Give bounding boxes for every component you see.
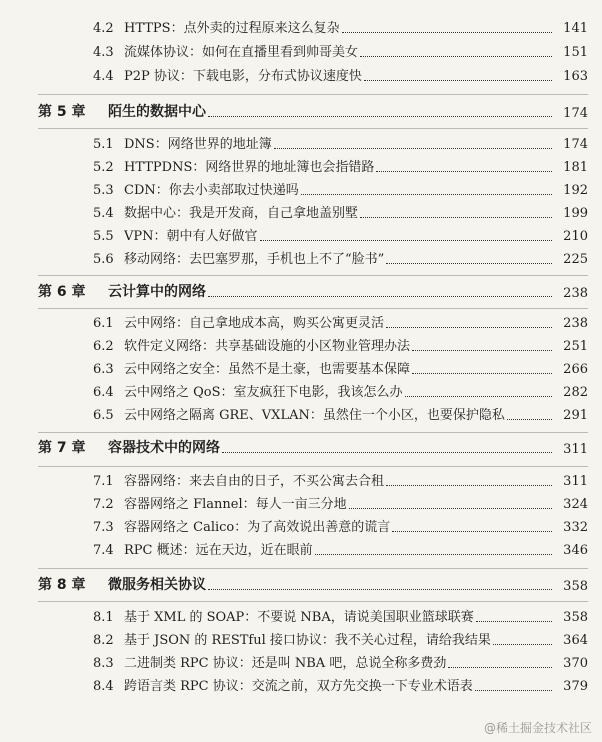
section-title: 软件定义网络：共享基础设施的小区物业管理办法 xyxy=(124,339,411,354)
page-number: 311 xyxy=(563,442,588,457)
toc-entry xyxy=(0,180,602,202)
section-number: 8.2 xyxy=(93,633,114,648)
section-title: 跨语言类 RPC 协议：交流之前，双方先交换一下专业术语表 xyxy=(124,679,473,694)
section-number: 5.5 xyxy=(93,229,114,244)
toc-entry xyxy=(0,359,602,381)
page-number: 163 xyxy=(563,69,588,84)
chapter-heading xyxy=(0,100,602,124)
section-number: 7.4 xyxy=(93,543,114,558)
divider xyxy=(38,275,588,276)
page-number: 251 xyxy=(563,339,588,354)
section-number: 6.3 xyxy=(93,362,114,377)
section-number: 5.3 xyxy=(93,183,114,198)
page-number: 151 xyxy=(563,45,588,60)
chapter-label: 第 6 章 xyxy=(38,284,86,300)
page-number: 358 xyxy=(563,579,588,594)
section-number: 7.3 xyxy=(93,520,114,535)
leader-dots xyxy=(315,553,552,555)
section-title: 云中网络：自己拿地成本高，购买公寓更灵活 xyxy=(124,316,385,331)
section-title: CDN：你去小卖部取过快递吗 xyxy=(124,183,299,198)
section-number: 6.1 xyxy=(93,316,114,331)
divider xyxy=(38,128,588,129)
leader-dots xyxy=(222,452,552,453)
leader-dots xyxy=(376,170,552,172)
divider xyxy=(38,308,588,309)
leader-dots xyxy=(342,31,552,33)
divider xyxy=(38,601,588,602)
section-title: 二进制类 RPC 协议：还是叫 NBA 吧，总说全称多费劲 xyxy=(124,656,447,671)
section-title: 数据中心：我是开发商，自己拿地盖别墅 xyxy=(124,206,359,221)
divider xyxy=(38,466,588,467)
divider xyxy=(38,568,588,569)
toc-entry xyxy=(0,607,602,629)
page-number: 370 xyxy=(563,656,588,671)
section-number: 5.6 xyxy=(93,252,114,267)
page-number: 282 xyxy=(563,385,588,400)
toc-entry xyxy=(0,66,602,88)
section-number: 7.1 xyxy=(93,474,114,489)
page-number: 225 xyxy=(563,252,588,267)
toc-entry xyxy=(0,494,602,516)
page-number: 266 xyxy=(563,362,588,377)
toc-entry xyxy=(0,405,602,427)
section-number: 4.3 xyxy=(93,45,114,60)
section-title: DNS：网络世界的地址簿 xyxy=(124,137,272,152)
chapter-label: 第 8 章 xyxy=(38,577,86,593)
leader-dots xyxy=(448,666,552,668)
toc-entry xyxy=(0,313,602,335)
section-number: 8.1 xyxy=(93,610,114,625)
leader-dots xyxy=(476,620,552,622)
section-title: HTTPS：点外卖的过程原来这么复杂 xyxy=(124,21,340,36)
page-number: 291 xyxy=(563,408,588,423)
leader-dots xyxy=(208,296,552,297)
toc-entry xyxy=(0,630,602,652)
section-number: 4.4 xyxy=(93,69,114,84)
chapter-label: 第 7 章 xyxy=(38,440,86,456)
toc-entry xyxy=(0,157,602,179)
page-number: 199 xyxy=(563,206,588,221)
leader-dots xyxy=(386,262,552,264)
leader-dots xyxy=(412,372,552,374)
chapter-heading xyxy=(0,280,602,304)
toc-entry xyxy=(0,42,602,64)
divider xyxy=(38,432,588,433)
leader-dots xyxy=(392,530,552,532)
leader-dots xyxy=(386,326,552,328)
chapter-title: 微服务相关协议 xyxy=(108,577,206,593)
page-number: 311 xyxy=(563,474,588,489)
leader-dots xyxy=(493,643,552,645)
section-number: 5.1 xyxy=(93,137,114,152)
chapter-label: 第 5 章 xyxy=(38,104,86,120)
section-title: 基于 XML 的 SOAP：不要说 NBA，请说美国职业篮球联赛 xyxy=(124,610,474,625)
leader-dots xyxy=(360,55,552,57)
section-number: 6.5 xyxy=(93,408,114,423)
section-title: 云中网络之隔离 GRE、VXLAN：虽然住一个小区，也要保护隐私 xyxy=(124,408,505,423)
section-number: 5.2 xyxy=(93,160,114,175)
leader-dots xyxy=(364,79,552,81)
section-number: 6.2 xyxy=(93,339,114,354)
leader-dots xyxy=(208,116,552,117)
section-title: 基于 JSON 的 RESTful 接口协议：我不关心过程，请给我结果 xyxy=(124,633,491,648)
divider xyxy=(38,94,588,95)
watermark: @稀土掘金技术社区 xyxy=(483,721,592,735)
toc-entry xyxy=(0,249,602,271)
leader-dots xyxy=(475,689,552,691)
section-number: 5.4 xyxy=(93,206,114,221)
section-title: P2P 协议：下载电影，分布式协议速度快 xyxy=(124,69,362,84)
page-number: 364 xyxy=(563,633,588,648)
section-title: 流媒体协议：如何在直播里看到帅哥美女 xyxy=(124,45,359,60)
toc-entry xyxy=(0,134,602,156)
toc-entry xyxy=(0,226,602,248)
chapter-title: 容器技术中的网络 xyxy=(108,440,220,456)
page-number: 141 xyxy=(563,21,588,36)
page-number: 238 xyxy=(563,316,588,331)
page-number: 210 xyxy=(563,229,588,244)
section-title: 容器网络：来去自由的日子，不买公寓去合租 xyxy=(124,474,385,489)
section-number: 4.2 xyxy=(93,21,114,36)
section-number: 7.2 xyxy=(93,497,114,512)
leader-dots xyxy=(301,193,552,195)
section-number: 6.4 xyxy=(93,385,114,400)
page-number: 174 xyxy=(563,106,588,121)
toc-entry xyxy=(0,676,602,698)
section-title: HTTPDNS：网络世界的地址簿也会指错路 xyxy=(124,160,375,175)
chapter-title: 云计算中的网络 xyxy=(108,284,206,300)
leader-dots xyxy=(386,484,552,486)
section-title: 云中网络之 QoS：室友疯狂下电影，我该怎么办 xyxy=(124,385,403,400)
toc-entry xyxy=(0,653,602,675)
leader-dots xyxy=(208,589,552,590)
section-number: 8.4 xyxy=(93,679,114,694)
page-number: 181 xyxy=(563,160,588,175)
section-title: 容器网络之 Flannel：每人一亩三分地 xyxy=(124,497,347,512)
leader-dots xyxy=(349,507,552,509)
toc-entry xyxy=(0,203,602,225)
section-title: 云中网络之安全：虽然不是土豪，也需要基本保障 xyxy=(124,362,411,377)
page-number: 332 xyxy=(563,520,588,535)
toc-entry xyxy=(0,382,602,404)
page-number: 346 xyxy=(563,543,588,558)
page-number: 174 xyxy=(563,137,588,152)
section-title: VPN：朝中有人好做官 xyxy=(124,229,258,244)
toc-entry xyxy=(0,471,602,493)
section-number: 8.3 xyxy=(93,656,114,671)
leader-dots xyxy=(360,216,552,218)
chapter-heading xyxy=(0,436,602,460)
section-title: 移动网络：去巴塞罗那，手机也上不了“脸书” xyxy=(124,252,385,267)
section-title: RPC 概述：远在天边，近在眼前 xyxy=(124,543,313,558)
chapter-heading xyxy=(0,573,602,597)
toc-entry xyxy=(0,18,602,40)
page-number: 238 xyxy=(563,286,588,301)
toc-entry xyxy=(0,517,602,539)
page-number: 324 xyxy=(563,497,588,512)
toc-entry xyxy=(0,336,602,358)
page-number: 192 xyxy=(563,183,588,198)
leader-dots xyxy=(274,147,552,149)
leader-dots xyxy=(412,349,552,351)
chapter-title: 陌生的数据中心 xyxy=(108,104,206,120)
page-number: 379 xyxy=(563,679,588,694)
toc-entry xyxy=(0,540,602,562)
leader-dots xyxy=(260,239,552,241)
leader-dots xyxy=(507,418,552,420)
leader-dots xyxy=(405,395,552,397)
section-title: 容器网络之 Calico：为了高效说出善意的谎言 xyxy=(124,520,391,535)
page-number: 358 xyxy=(563,610,588,625)
